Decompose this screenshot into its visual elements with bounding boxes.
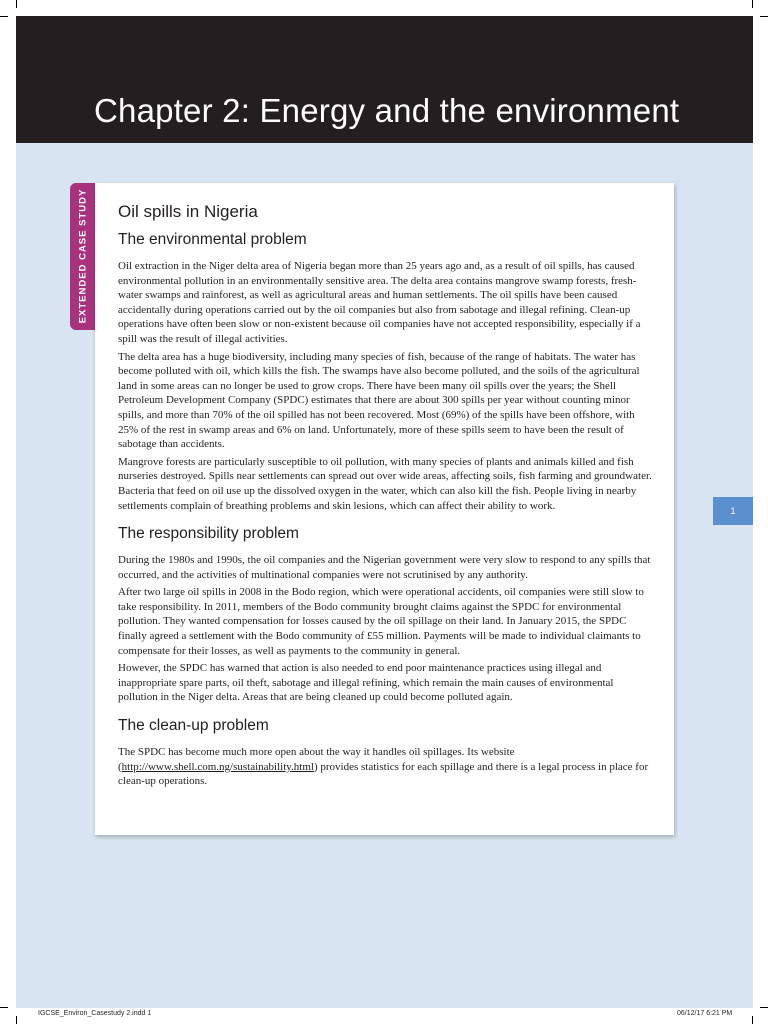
crop-mark (16, 1016, 17, 1024)
crop-mark (752, 0, 753, 8)
chapter-title: Chapter 2: Energy and the environment (94, 92, 680, 129)
spdc-website-link[interactable]: http://www.shell.com.ng/sustainability.html (121, 760, 314, 773)
paragraph: Oil extraction in the Niger delta area of Nigeria began more than 25 years ago and, as a result of oil spills, has caused environmental pollution in an environmentally sensitive area. The delta area contains mangrove swamp forests, fresh-water swamps and rainforest, as well as agricultural areas and human settlements. The oil spills have been caused accidentally during operations carried out by the oil companies but also from sabotage and illegal refining. Clean-up operations have often been slow or non-existent because oil companies have not accepted responsibility, especially if a spill was the result of illegal activities. (118, 260, 641, 345)
paragraph: During the 1980s and 1990s, the oil companies and the Nigerian government were very slow to respond to any spills that occurred, and the activities of multinational companies were not scrutinised by any authority. (118, 554, 651, 581)
section-heading: The clean-up problem (118, 717, 269, 735)
section-heading: The environmental problem (118, 231, 307, 248)
page-number: 1 (730, 506, 736, 516)
paragraph: However, the SPDC has warned that action is also needed to end poor maintenance practices using illegal and inappropriate spare parts, oil theft, sabotage and illegal refining, which remain the main causes of environmental pollution in the Niger delta. Areas that are being cleaned up could become polluted again. (118, 662, 614, 704)
case-study-content (118, 201, 654, 792)
paragraph (118, 745, 654, 789)
crop-mark (760, 1007, 768, 1008)
crop-mark (752, 1016, 753, 1024)
crop-mark (0, 16, 8, 17)
section-heading: The responsibility problem (118, 525, 299, 543)
paragraph: After two large oil spills in 2008 in the Bodo region, which were operational accidents, oil companies were still slow to take responsibility. In 2011, members of the Bodo community brought claims against the SPDC for environmental pollution. They wanted compensation for losses caused by the oil spillage on their land. In January 2015, the SPDC finally agreed a settlement with the Bodo community of £55 million. Payments will be made to individual claimants to compensate for their losses, as well as payments to the community in general. (118, 586, 644, 657)
crop-mark (16, 0, 17, 8)
paragraph-text: The SPDC has become much more open about the way it handles oil spillages. Its website ( (118, 746, 515, 773)
paragraph: The delta area has a huge biodiversity, including many species of fish, because of the range of habitats. The water has become polluted with oil, which kills the fish. The swamps have also become polluted, and the soils of the agricultural land in some areas can no longer be used to grow crops. There have been many oil spills over the years; the Shell Petroleum Development Company (SPDC) estimates that there are about 300 spills per year without counting minor spills, and more than 70% of the oil spilled has not been recovered. Most (69%) of the spills have been offshore, with 25% of the rest in swamp areas and 6% on land. Unfortunately, more of these spills seem to have been the result of sabotage than accidents. (118, 350, 640, 451)
case-study-tab-label: EXTENDED CASE STUDY (77, 188, 89, 324)
paragraph: Mangrove forests are particularly susceptible to oil pollution, with many species of plants and animals killed and fish nurseries destroyed. Spills near settlements can spread out over wide areas, affecting soils, fish farming and groundwater. Bacteria that feed on oil use up the dissolved oxygen in the water, which can also kill the fish. People living in nearby settlements complain of breathing problems and skin lesions, which can affect their ability to work. (118, 455, 652, 512)
slug-date: 06/12/17 6:21 PM (677, 1010, 733, 1017)
case-study-title: Oil spills in Nigeria (118, 202, 258, 221)
crop-mark (760, 16, 768, 17)
case-study-card (95, 183, 674, 835)
slug-file: IGCSE_Environ_Casestudy 2.indd 1 (38, 1010, 152, 1017)
crop-mark (0, 1007, 8, 1008)
page-number-tab (713, 497, 753, 525)
paragraph-text: ) provides statistics for each spillage and there is a legal process in place for clean-up operations. (118, 760, 649, 788)
